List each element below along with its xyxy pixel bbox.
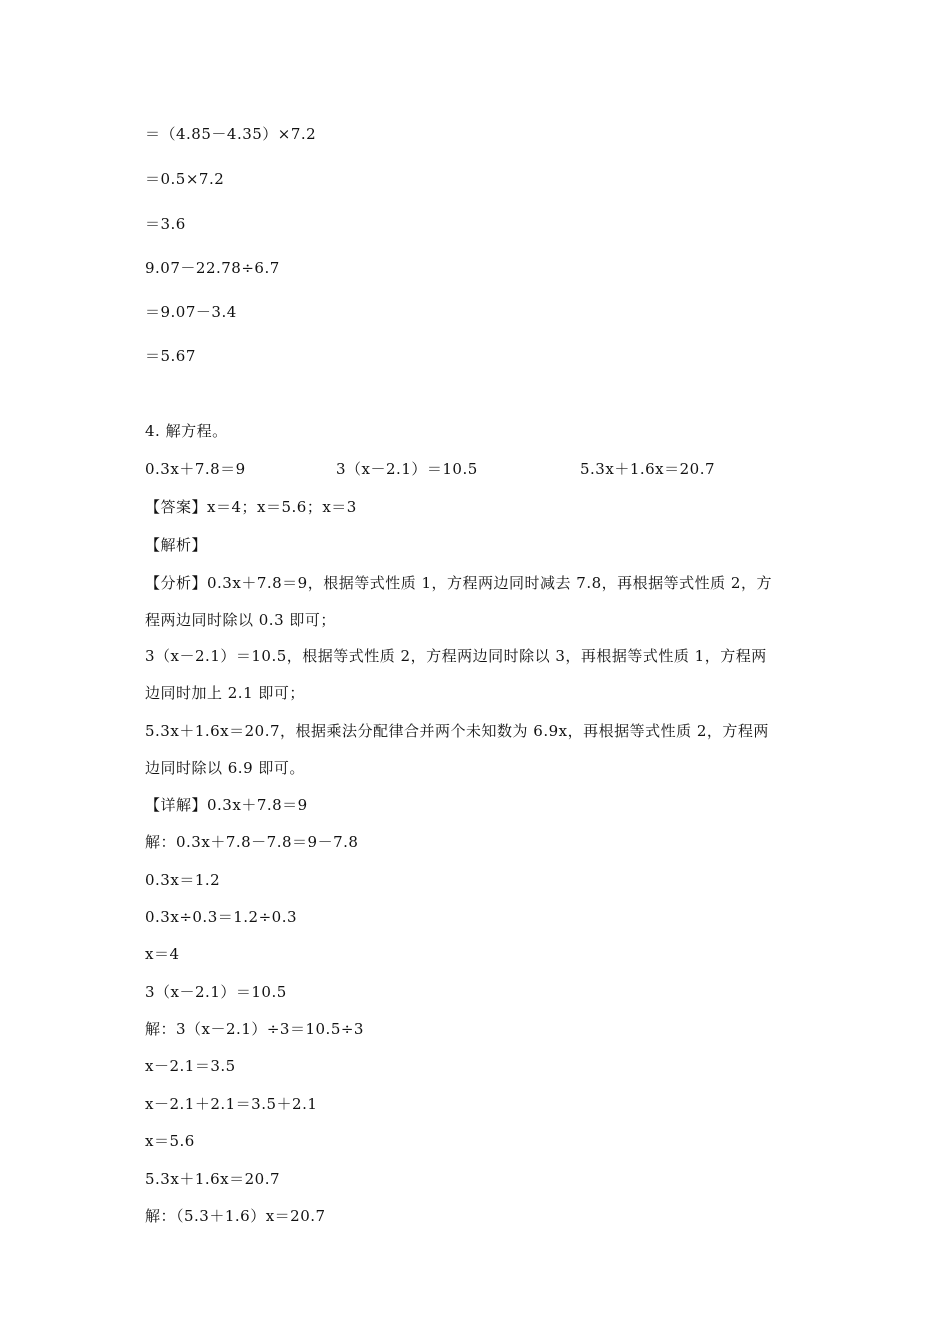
detail-line-1: 【详解】0.3x＋7.8＝9 [145,796,308,814]
detail-line-6: 3（x－2.1）＝10.5 [145,983,287,1001]
detail-line-12: 解：（5.3＋1.6）x＝20.7 [145,1207,326,1225]
question-title: 4. 解方程。 [145,422,228,440]
analysis-line-1: 【分析】0.3x＋7.8＝9，根据等式性质 1，方程两边同时减去 7.8，再根据等式性质 2，方 [145,574,772,592]
detail-line-4: 0.3x÷0.3＝1.2÷0.3 [145,908,298,926]
equation-2: 3（x－2.1）＝10.5 [336,460,478,478]
answer-line: 【答案】x＝4；x＝5.6；x＝3 [145,498,357,516]
detail-line-11: 5.3x＋1.6x＝20.7 [145,1170,281,1188]
equation-3: 5.3x＋1.6x＝20.7 [580,460,716,478]
analysis-line-2: 程两边同时除以 0.3 即可； [145,611,336,629]
equation-1: 0.3x＋7.8＝9 [145,460,246,478]
detail-line-10: x＝5.6 [145,1132,195,1150]
detail-line-8: x－2.1＝3.5 [145,1057,236,1075]
analysis-line-6: 边同时除以 6.9 即可。 [145,759,305,777]
calc-step-6: ＝5.67 [145,347,196,365]
detail-line-2: 解：0.3x＋7.8－7.8＝9－7.8 [145,833,359,851]
calc-step-3: ＝3.6 [145,215,186,233]
calc-step-5: ＝9.07－3.4 [145,303,237,321]
analysis-header: 【解析】 [145,536,208,554]
analysis-line-3: 3（x－2.1）＝10.5，根据等式性质 2，方程两边同时除以 3，再根据等式性质 1，方程两 [145,647,767,665]
calc-step-1: ＝（4.85－4.35）×7.2 [145,125,317,143]
detail-line-9: x－2.1＋2.1＝3.5＋2.1 [145,1095,318,1113]
calc-step-2: ＝0.5×7.2 [145,170,225,188]
detail-line-5: x＝4 [145,945,180,963]
analysis-line-4: 边同时加上 2.1 即可； [145,684,305,702]
detail-line-7: 解：3（x－2.1）÷3＝10.5÷3 [145,1020,364,1038]
calc-step-4: 9.07－22.78÷6.7 [145,259,280,277]
analysis-line-5: 5.3x＋1.6x＝20.7，根据乘法分配律合并两个未知数为 6.9x，再根据等式性质 2，方程两 [145,722,769,740]
detail-line-3: 0.3x＝1.2 [145,871,221,889]
